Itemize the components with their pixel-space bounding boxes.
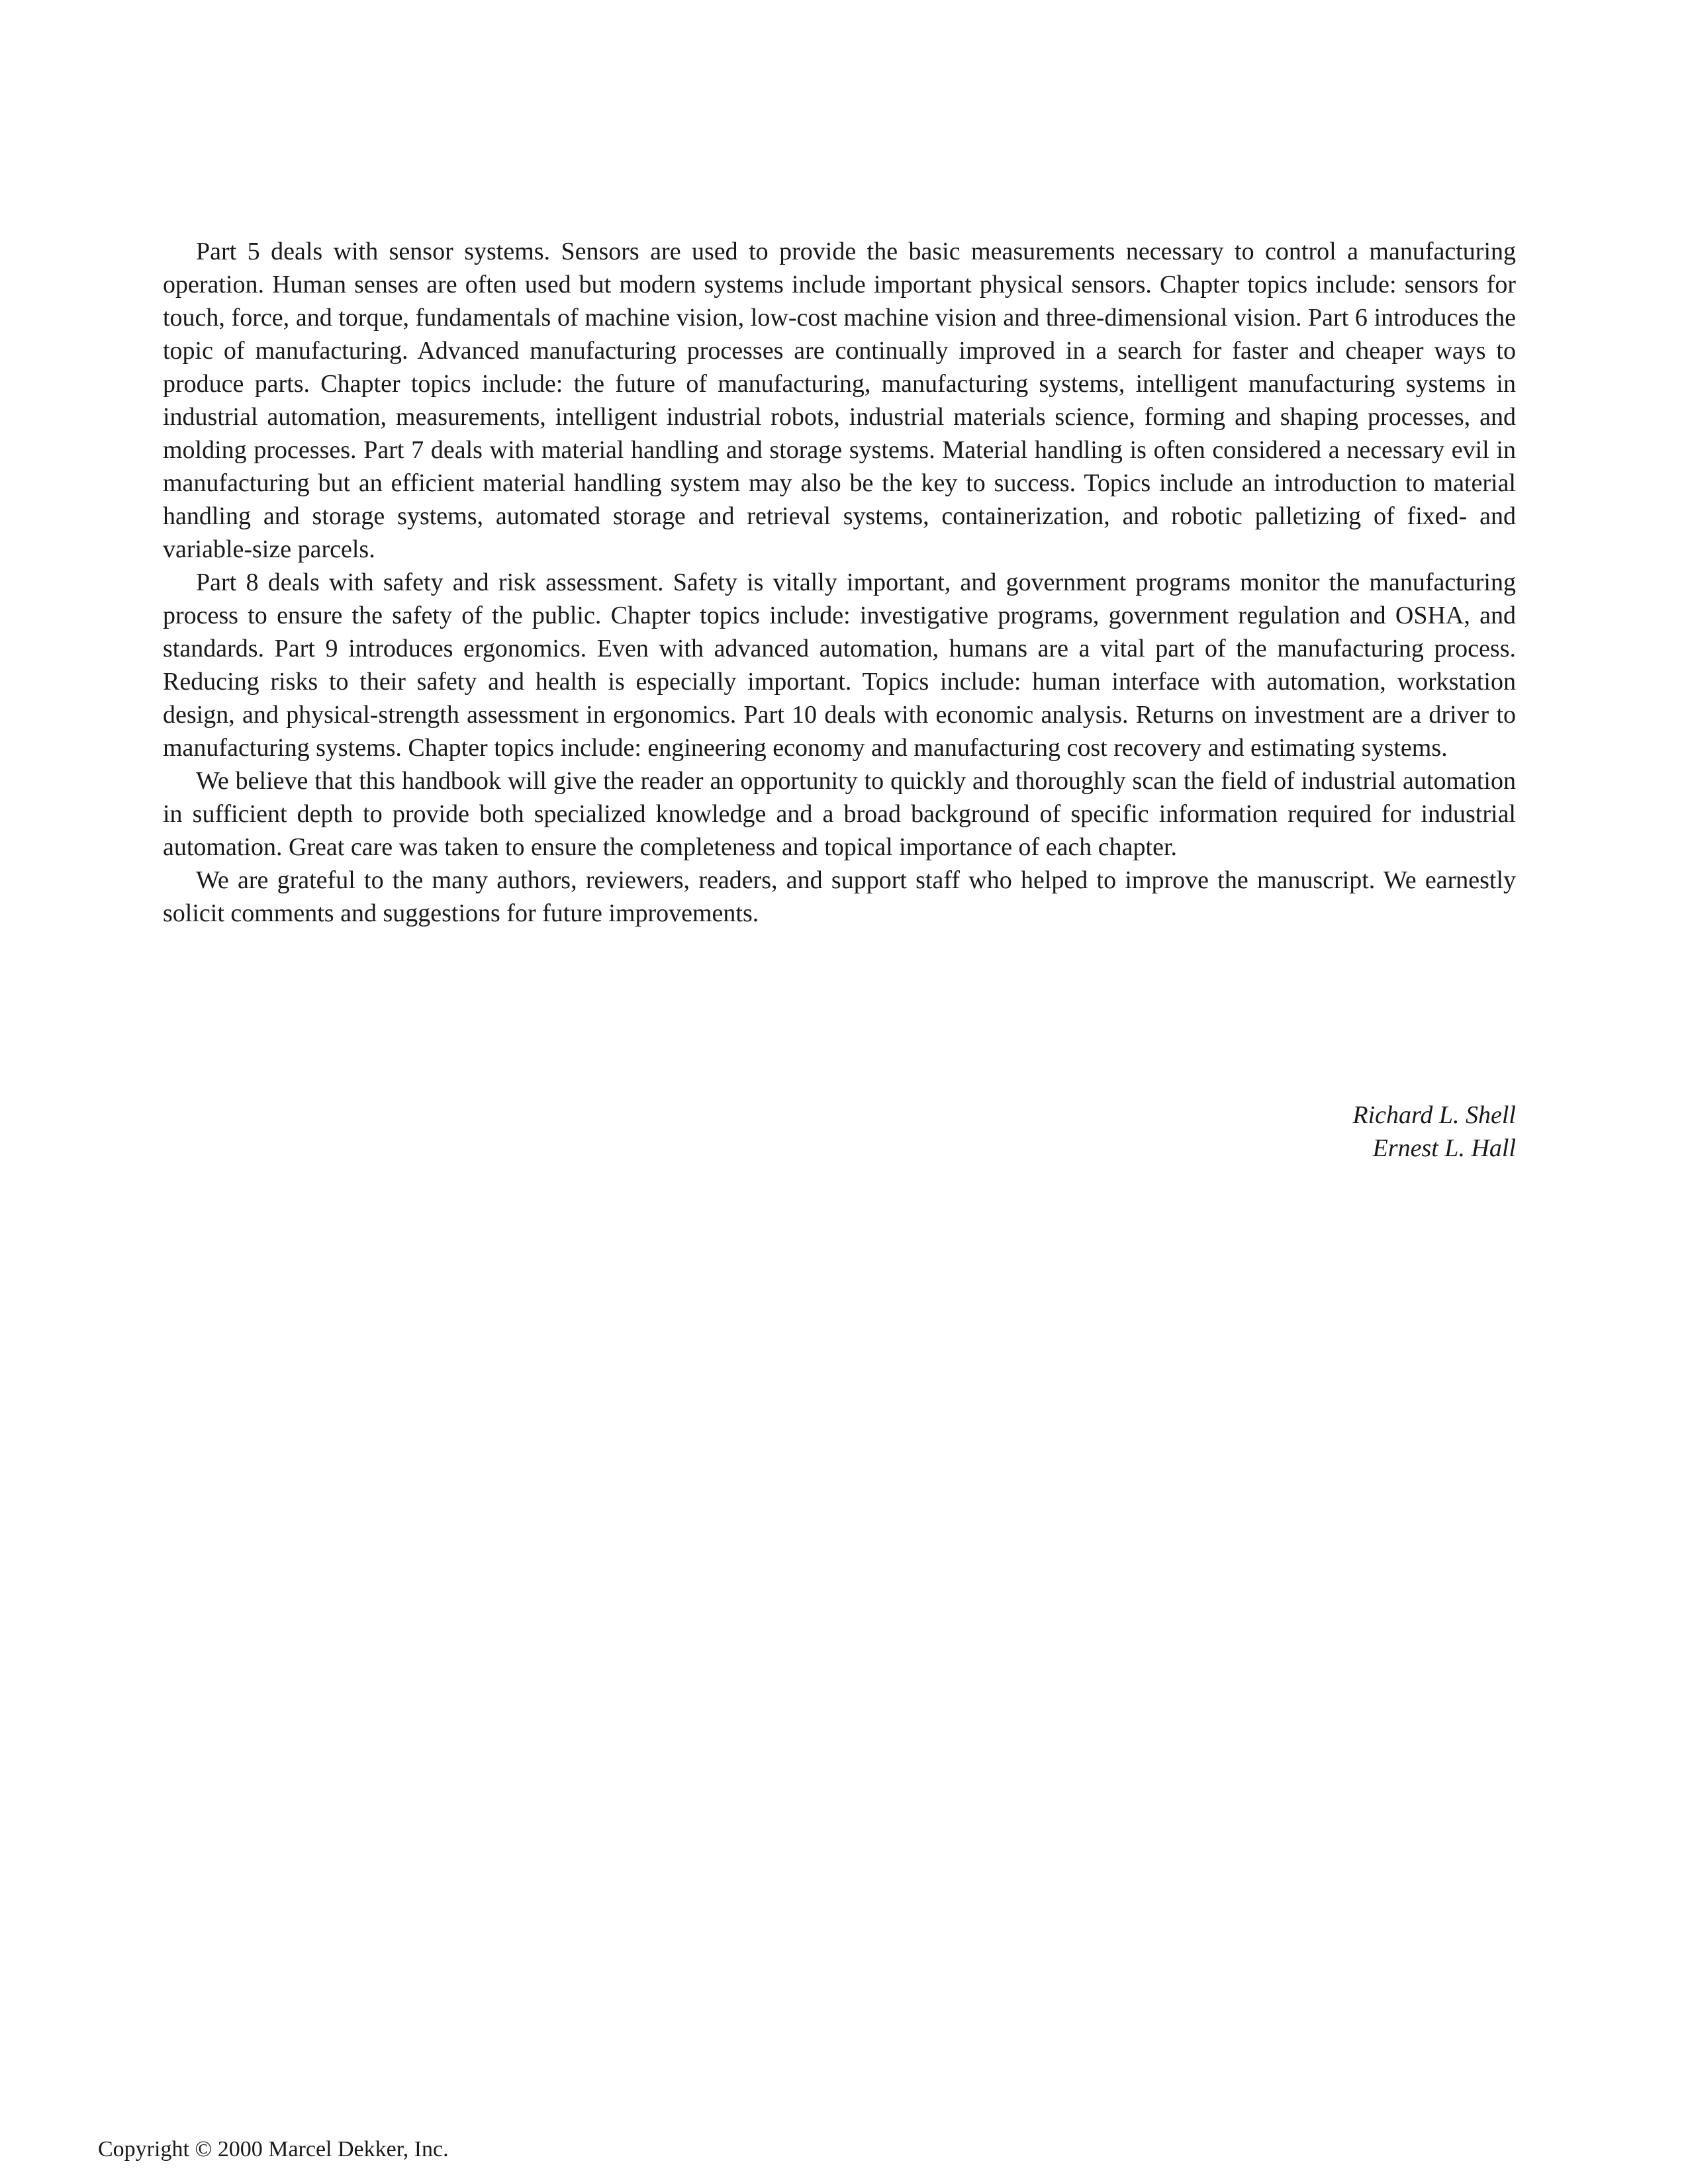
author-signatures (1352, 1099, 1516, 1165)
signature-ernest-hall: Ernest L. Hall (1372, 1134, 1516, 1162)
paragraph-acknowledgments: We are grateful to the many authors, reviewers, readers, and support staff who helped to improve the manuscript. We earnestly solicit comments and suggestions for future improvements. (163, 866, 1516, 927)
paragraph-handbook-purpose: We believe that this handbook will give the reader an opportunity to quickly and thoroughly scan the field of industrial automation in sufficient depth to provide both specialized knowledge and a broad background of specific information required for industrial automation. Great care was taken to ensure the completeness and topical importance of each chapter. (163, 767, 1516, 861)
paragraph-parts-5-7: Part 5 deals with sensor systems. Sensors are used to provide the basic measurements necessary to control a manufacturing operation. Human senses are often used but modern systems include important physical sensors. Chapter topics include: sensors for touch, force, and torque, fundamentals of machine vision, low-cost machine vision and three-dimensional vision. Part 6 introduces the topic of manufacturing. Advanced manufacturing processes are continually improved in a search for faster and cheaper ways to produce parts. Chapter topics include: the future of manufacturing, manufacturing systems, intelligent manufacturing systems in industrial automation, measurements, intelligent industrial robots, industrial materials science, forming and shaping processes, and molding processes. Part 7 deals with material handling and storage systems. Material handling is often considered a necessary evil in manufacturing but an efficient material handling system may also be the key to success. Topics include an introduction to material handling and storage systems, automated storage and retrieval systems, containerization, and robotic palletizing of fixed- and variable-size parcels. (163, 238, 1516, 563)
signature-richard-shell: Richard L. Shell (1352, 1101, 1516, 1129)
paragraph-parts-8-10: Part 8 deals with safety and risk assessment. Safety is vitally important, and government programs monitor the manufacturing process to ensure the safety of the public. Chapter topics include: investigative programs, government regulation and OSHA, and standards. Part 9 introduces ergonomics. Even with advanced automation, humans are a vital part of the manufacturing process. Reducing risks to their safety and health is especially important. Topics include: human interface with automation, workstation design, and physical-strength assessment in ergonomics. Part 10 deals with economic analysis. Returns on investment are a driver to manufacturing systems. Chapter topics include: engineering economy and manufacturing cost recovery and estimating systems. (163, 569, 1516, 762)
preface-body (163, 235, 1516, 930)
copyright-notice: Copyright © 2000 Marcel Dekker, Inc. (98, 2137, 449, 2161)
